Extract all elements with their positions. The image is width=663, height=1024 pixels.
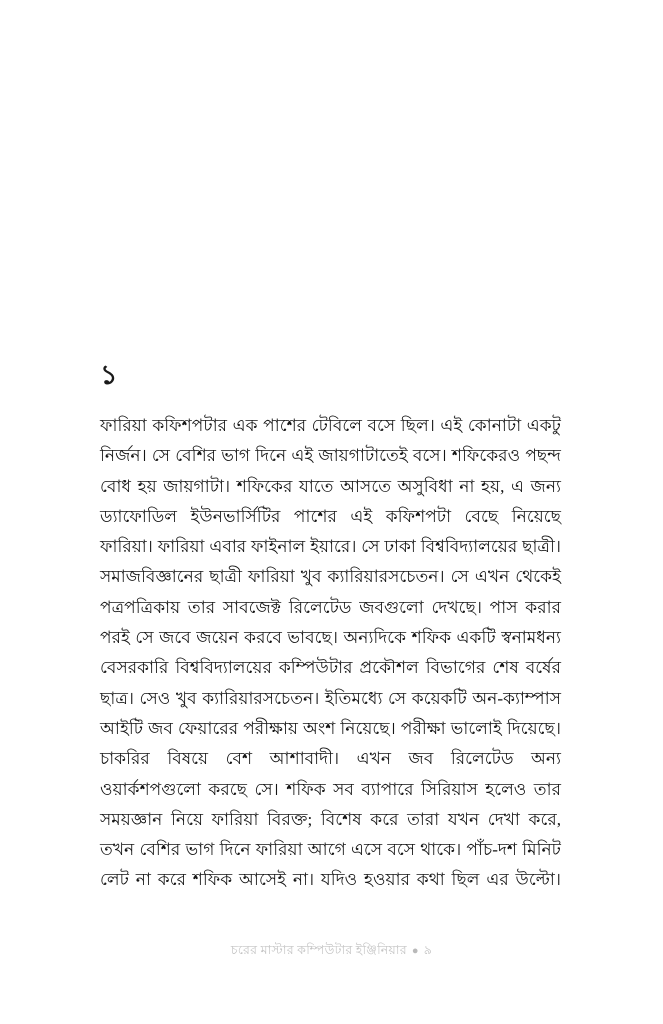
body-paragraph: ফারিয়া কফিশপটার এক পাশের টেবিলে বসে ছিল। এই কোনাটা একটু নির্জন। সে বেশির ভাগ দিনে এই জায়গাটাতেই বসে। শফিকেরও পছন্দ বোধ হয় জায়গাটা। শফিকের যাতে আসতে অসুবিধা না হয়, এ জন্য ড্যাফোডিল ইউনভার্সিটির পাশের এই কফিশপটা বেছে নিয়েছে ফারিয়া। ফারিয়া এবার ফাইনাল ইয়ারে। সে ঢাকা বিশ্ববিদ্যালয়ের ছাত্রী। সমাজবিজ্ঞানের ছাত্রী ফারিয়া খুব ক্যারিয়ারসচেতন। সে এখন থেকেই পত্রপত্রিকায় তার সাবজেক্ট রিলেটেড জবগুলো দেখছে। পাস করার পরই সে জবে জয়েন করবে ভাবছে। অন্যদিকে শফিক একটি স্বনামধন্য বেসরকারি বিশ্ববিদ্যালয়ের কম্পিউটার প্রকৌশল বিভাগের শেষ বর্ষের ছাত্র। সেও খুব ক্যারিয়ারসচেতন। ইতিমধ্যে সে কয়েকটি অন-ক্যাম্পাস আইটি জব ফেয়ারের পরীক্ষায় অংশ নিয়েছে। পরীক্ষা ভালোই দিয়েছে। চাকরির বিষয়ে বেশ আশাবাদী। এখন জব রিলেটেড অন্য ওয়ার্কশপগুলো করছে সে। শফিক সব ব্যাপারে সিরিয়াস হলেও তার সময়জ্ঞান নিয়ে ফারিয়া বিরক্ত; বিশেষ করে তারা যখন দেখা করে, তখন বেশির ভাগ দিনে ফারিয়া আগে এসে বসে থাকে। পাঁচ-দশ মিনিট লেট না করে শফিক আসেই না। যদিও হওয়ার কথা ছিল এর উল্টো। [100, 416, 561, 890]
page-bottom-margin [0, 975, 663, 1024]
page-top-margin [0, 0, 663, 352]
body-text-block [100, 411, 561, 926]
page-footer [0, 941, 663, 960]
chapter-number: ১ [100, 360, 118, 390]
footer-separator-dot-icon: ● [411, 945, 419, 958]
footer-page-number: ৯ [423, 943, 433, 957]
footer-book-title: চরের মাস্টার কম্পিউটার ইঞ্জিনিয়ার [230, 943, 407, 957]
